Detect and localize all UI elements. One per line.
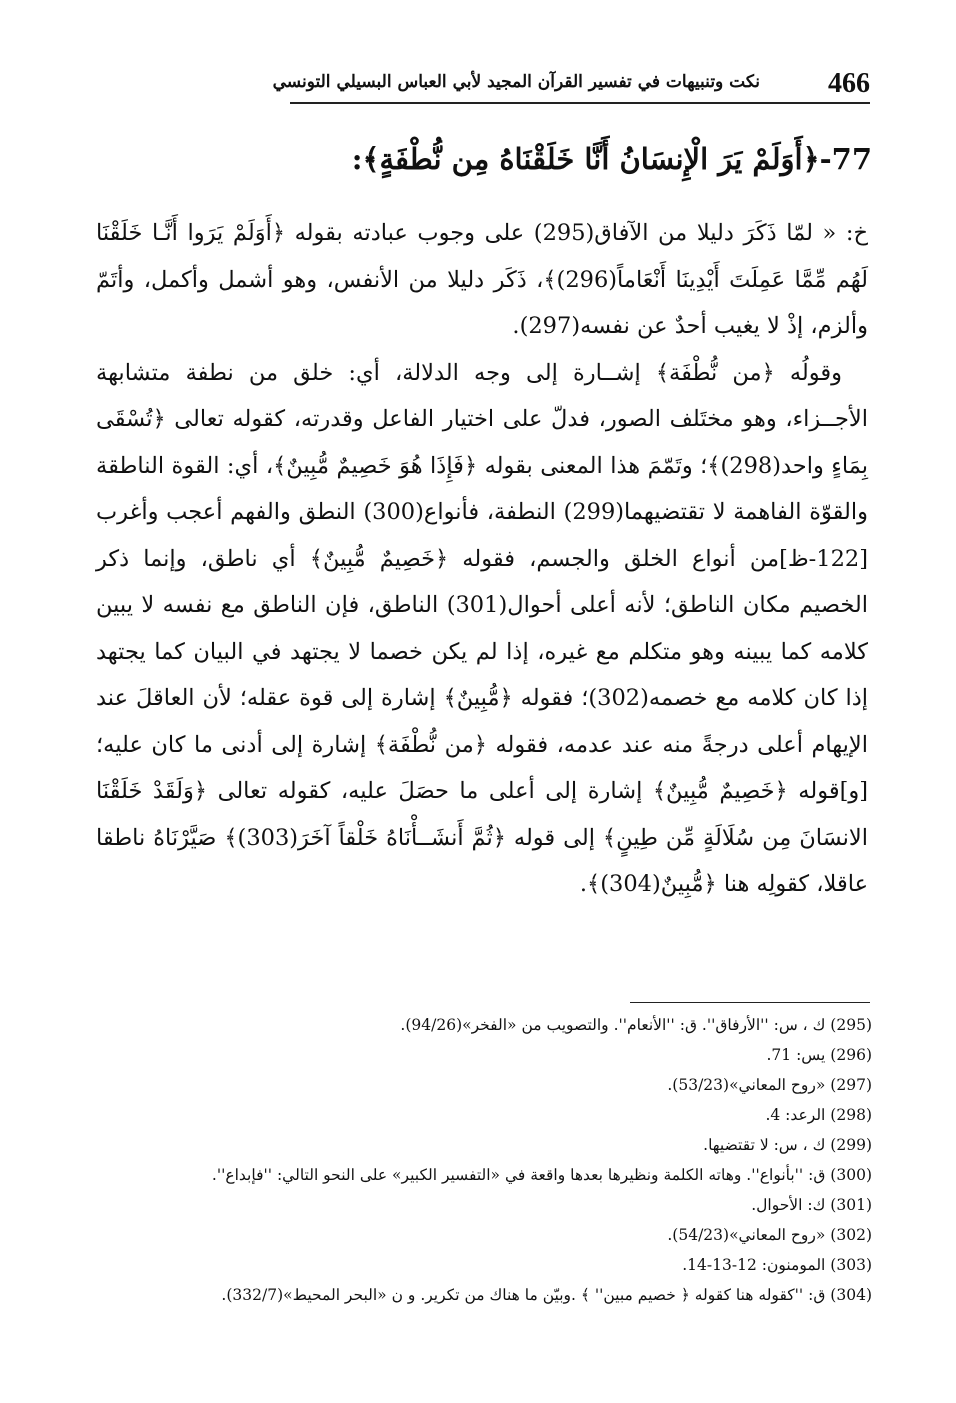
footnote-301: (301) ك: الأحوال.	[751, 1196, 872, 1214]
footnotes-list	[96, 1010, 872, 1310]
section-heading: 77-﴿أَوَلَمْ يَرَ الْإِنسَانُ أَنَّا خَلَقْنَاهُ مِن نُّطْفَةٍ﴾:	[351, 142, 872, 176]
body-text	[96, 210, 868, 908]
paragraph-2: وقولُه ﴿من نُّطْفَة﴾ إشــارة إلى وجه الدلالة، أي: خلق من نطفة متشابهة الأجــزاء، وهو مختَلف الصور، فدلّ على اختيار الفاعل وقدرته، كقوله تعالى ﴿تُسْقَى بِمَاءٍ واحد(298)﴾؛ وتَمّمَ هذا المعنى بقوله ﴿فَإِذَا هُوَ خَصِيمٌ مُّبِينٌ﴾، أي: القوة الناطقة والقوّة الفاهمة لا تقتضيهما(299) النطفة، فأنواع(300) النطق والفهم أعجب وأغرب [122-ظ]من أنواع الخلق والجسم، فقوله ﴿خَصِيمٌ مُّبِينٌ﴾ أي ناطق، وإنما ذكر الخصيم مكان الناطق؛ لأنه أعلى أحوال(301) الناطق، فإن الناطق مع نفسه لا يبين كلامه كما يبينه وهو متكلم مع غيره، إذا لم يكن خصما لا يجتهد في البيان كما يجتهد إذا كان كلامه مع خصمه(302)؛ فقوله ﴿مُّبِينٌ﴾ إشارة إلى قوة عقله؛ لأن العاقلَ عند الإيهام أعلى درجةً منه عند عدمه، فقوله ﴿من نُّطْفَة﴾ إشارة إلى أدنى ما كان عليه؛ [و]قوله ﴿خَصِيمٌ مُّبِينٌ﴾ إشارة إلى أعلى ما حصَلَ عليه، كقوله تعالى ﴿وَلَقَدْ خَلَقْنَا الانسَانَ مِن سُلَالَةٍ مِّن طِينٍ﴾ إلى قوله ﴿ثُمَّ أَنشَــأْنَاهُ خَلْقاً آخَرَ(303)﴾ صَيَّرْنَاهُ ناطقا عاقلا، كقولِه هنا ﴿مُّبِينٌ(304)﴾.	[96, 359, 869, 897]
footnote-300: (300) ق: ''بأنواع''. وهاته الكلمة ونظيرها بعدها واقعة في «التفسير الكبير» على النحو التالي: ''فإبداع''.	[211, 1166, 872, 1184]
footnote-302: (302) «روح المعاني»(54/23).	[667, 1226, 872, 1244]
paragraph-1: خ: « لمّا ذَكَرَ دليلا من الآفاق(295) على وجوب عبادته بقوله ﴿أَوَلَمْ يَرَوا أَنَّـا خَلَقْنَا لَهُم مِّمَّا عَمِلَتَ أَيْدِينَا أَنْعَاماً(296)﴾، ذَكَر دليلا من الأنفس، وهو أشمل وأكمل، وأتَمّ وألزم، إذْ لا يغيب أحدٌ عن نفسه(297).	[96, 220, 868, 339]
footnote-298: (298) الرعد: 4.	[765, 1106, 872, 1124]
header-rule	[290, 102, 870, 104]
footnote-separator	[630, 1002, 870, 1003]
footnote-299: (299) ك ، س: لا تقتضيها.	[703, 1136, 872, 1154]
page-number: 466	[828, 68, 870, 99]
footnote-295: (295) ك ، س: ''الأرفاق''. ق: ''الأنعام''. والتصويب من «الفخر»(94/26).	[400, 1016, 872, 1034]
footnote-303: (303) المومنون: 12-13-14.	[682, 1256, 872, 1274]
footnote-297: (297) «روح المعاني»(53/23).	[667, 1076, 872, 1094]
footnote-296: (296) يس: 71.	[766, 1046, 872, 1064]
footnote-304: (304) ق: ''كقوله هنا كقوله ﴿ خصيم مبين'' ﴾ .وبيّن ما هناك من تكرير. و ن «البحر المحيط»(332/7).	[221, 1286, 872, 1304]
running-title: نكت وتنبيهات في تفسير القرآن المجيد لأبي العباس البسيلي التونسي	[272, 72, 760, 92]
running-header	[272, 64, 870, 104]
